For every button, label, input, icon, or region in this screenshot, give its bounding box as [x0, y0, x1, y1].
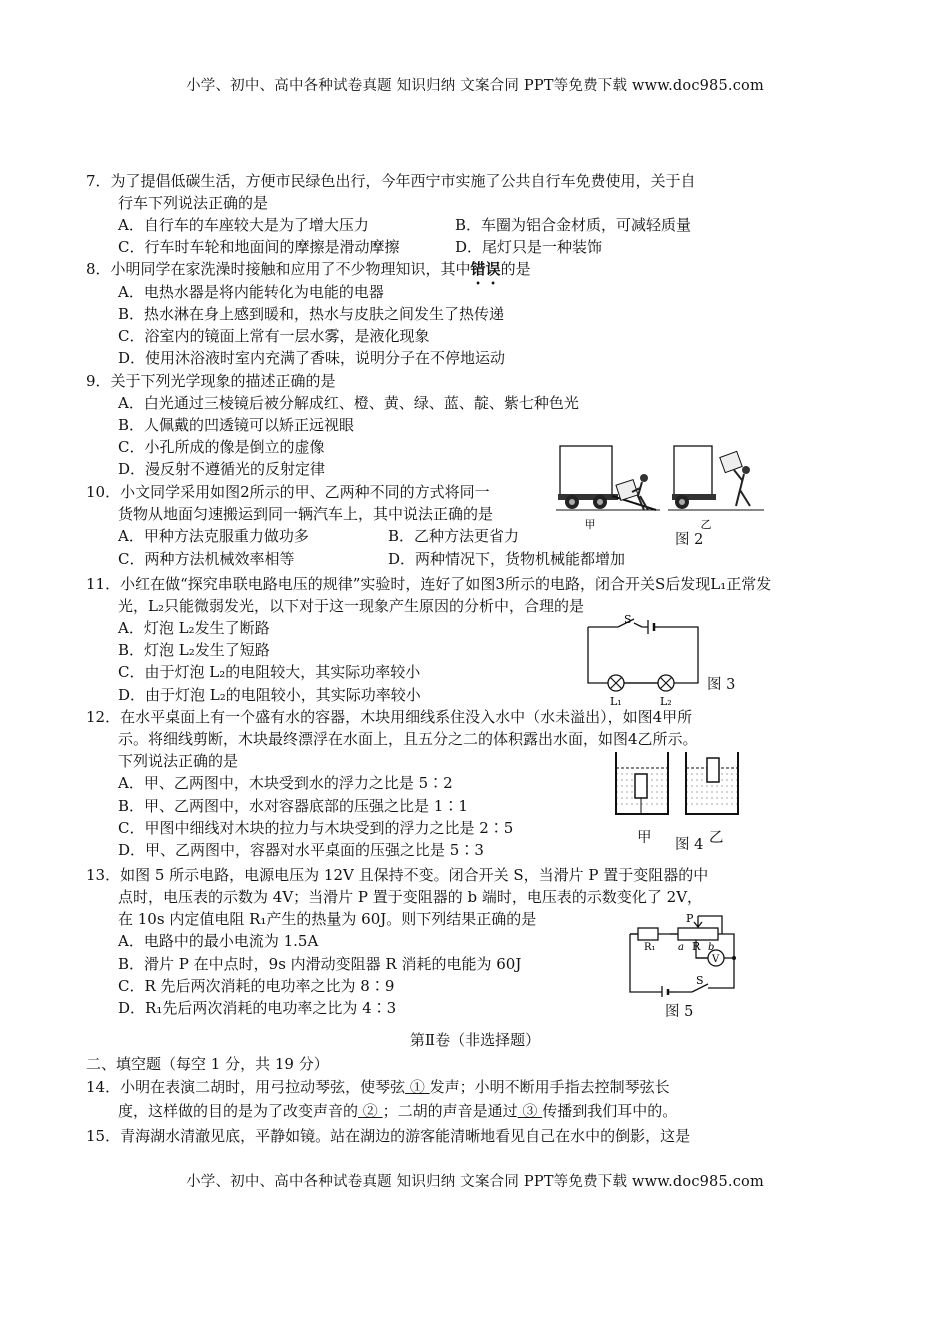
q8-stem [86, 258, 531, 280]
slider-p [694, 916, 702, 927]
person-jia [640, 474, 648, 482]
q14-line1-pre: 14．小明在表演二胡时，用弓拉动琴弦，使琴弦 [86, 1078, 406, 1096]
fig3-l2-label: L₂ [660, 695, 672, 708]
q10-options-row2 [118, 548, 718, 570]
truck-jia-body [560, 446, 612, 496]
fig5-s-label: S [696, 974, 704, 987]
q14-blank-3-label: ③ [522, 1102, 538, 1120]
figure-5-circuit [622, 912, 742, 997]
rheostat-r [678, 928, 718, 940]
wood-block-yi [707, 758, 719, 782]
figure-4-label-yi: 乙 [709, 830, 724, 846]
q8-stem-post: 的是 [500, 260, 531, 278]
fig2-label-yi: 乙 [700, 518, 712, 531]
q11-option-a: A．灯泡 L₂发生了断路 [118, 619, 270, 637]
q14-line2-mid: ；二胡的声音是通过 [382, 1102, 518, 1120]
fig3-switch-label: S [624, 615, 632, 626]
q7-option-d: D．尾灯只是一种装饰 [455, 238, 603, 256]
page-footer: 小学、初中、高中各种试卷真题 知识归纳 文案合同 PPT等免费下载 www.doc985.com [186, 1174, 764, 1190]
q12-stem-line1: 12．在水平桌面上有一个盛有水的容器，木块用细线系住没入水中（水未溢出），如图4甲所 [86, 708, 693, 726]
fig2-label-jia: 甲 [584, 518, 596, 531]
incline-plank [612, 496, 656, 510]
figure-4-caption: 图 4 [675, 837, 704, 853]
q11-stem-line2: 光，L₂只能微弱发光，以下对于这一现象产生原因的分析中，合理的是 [118, 597, 584, 615]
q9-option-b: B．人佩戴的凹透镜可以矫正远视眼 [118, 416, 355, 434]
q8-stem-emphasis: 错误 [470, 260, 501, 278]
fig5-a-label: a [678, 942, 684, 953]
q10-option-b: B．乙种方法更省力 [388, 527, 520, 545]
figure-2-caption: 图 2 [675, 532, 704, 548]
q7-stem-line1: 7．为了提倡低碳生活，方便市民绿色出行，今年西宁市实施了公共自行车免费使用，关于自 [86, 172, 696, 190]
fig5-r-label: R [692, 940, 701, 953]
figure-4-label-jia: 甲 [637, 830, 652, 846]
q7-options-row1 [118, 214, 818, 236]
truck-yi-body [674, 446, 712, 496]
section-fill-blank-title: 二、填空题（每空 1 分，共 19 分） [86, 1055, 329, 1073]
circuit-wires [588, 623, 698, 683]
q11-option-c: C．由于灯泡 L₂的电阻较大，其实际功率较小 [118, 663, 421, 681]
q11-option-b: B．灯泡 L₂发生了短路 [118, 641, 270, 659]
q9-option-d: D．漫反射不遵循光的反射定律 [118, 460, 326, 478]
q11-stem-line1: 11．小红在做“探究串联电路电压的规律”实验时，连好了如图3所示的电路，闭合开关S后发现L₁正常发 [86, 575, 772, 593]
q12-stem-line2: 示。将细线剪断，木块最终漂浮在水面上，且五分之二的体积露出水面，如图4乙所示。 [118, 730, 698, 748]
page-header: 小学、初中、高中各种试卷真题 知识归纳 文案合同 PPT等免费下载 www.doc985.com [186, 78, 764, 94]
q10-stem-line2: 货物从地面匀速搬运到同一辆汽车上，其中说法正确的是 [118, 505, 494, 523]
q12-option-b: B．甲、乙两图中，水对容器底部的压强之比是 1∶1 [118, 797, 468, 815]
q12-option-c: C．甲图中细线对木块的拉力与木块受到的浮力之比是 2∶5 [118, 819, 514, 837]
q7-option-b: B．车圈为铝合金材质，可减轻质量 [455, 216, 692, 234]
q14-line2 [118, 1100, 677, 1122]
q14-blank-3 [518, 1102, 543, 1120]
fig3-l1-label: L₁ [610, 695, 622, 708]
fig5-b-label: b [708, 942, 715, 953]
fig5-r1-label: R₁ [644, 942, 656, 953]
q7-options-row2 [118, 236, 818, 258]
q7-stem-line2: 行车下列说法正确的是 [118, 194, 269, 212]
q13-option-c: C．R 先后两次消耗的电功率之比为 8∶9 [118, 977, 395, 995]
person-yi [742, 466, 750, 474]
fig5-p-label: P [686, 912, 694, 925]
figure-5-caption: 图 5 [665, 1004, 694, 1020]
q9-stem: 9．关于下列光学现象的描述正确的是 [86, 372, 336, 390]
q8-option-d: D．使用沐浴液时室内充满了香味，说明分子在不停地运动 [118, 349, 506, 367]
part2-title: 第Ⅱ卷（非选择题） [409, 1031, 541, 1049]
q9-option-c: C．小孔所成的像是倒立的虚像 [118, 438, 325, 456]
q15-line1: 15．青海湖水清澈见底，平静如镜。站在湖边的游客能清晰地看见自己在水中的倒影，这是 [86, 1127, 691, 1145]
resistor-r1 [638, 928, 658, 940]
q8-option-a: A．电热水器是将内能转化为电能的电器 [118, 283, 384, 301]
q14-blank-2-label: ② [362, 1102, 378, 1120]
q14-blank-1 [405, 1078, 430, 1096]
q10-options-row1 [118, 525, 618, 547]
q8-stem-pre: 8．小明同学在家洗澡时接触和应用了不少物理知识，其中 [86, 260, 471, 278]
wood-block-jia [635, 774, 647, 798]
q10-option-c: C．两种方法机械效率相等 [118, 550, 295, 568]
q14-line2-pre: 度，这样做的目的是为了改变声音的 [118, 1102, 359, 1120]
q13-option-a: A．电路中的最小电流为 1.5A [118, 932, 319, 950]
figure-4-containers [610, 750, 744, 825]
fig5-v-label: V [712, 954, 720, 965]
q14-line1 [86, 1076, 670, 1098]
figure-3-caption: 图 3 [707, 677, 736, 693]
q10-option-a: A．甲种方法克服重力做功多 [118, 527, 309, 545]
q13-option-d: D．R₁先后两次消耗的电功率之比为 4∶3 [118, 999, 397, 1017]
cargo-box-yi [720, 451, 742, 472]
q7-option-c: C．行车时车轮和地面间的摩擦是滑动摩擦 [118, 238, 400, 256]
q10-option-d: D．两种情况下，货物机械能都增加 [388, 550, 626, 568]
q13-stem-line2: 点时，电压表的示数为 4V；当滑片 P 置于变阻器的 b 端时，电压表的示数变化了 2V， [118, 888, 703, 906]
q13-stem-line1: 13．如图 5 所示电路，电源电压为 12V 且保持不变。闭合开关 S，当滑片 P 置于变阻器的中 [86, 866, 709, 884]
q11-option-d: D．由于灯泡 L₂的电阻较小，其实际功率较小 [118, 686, 421, 704]
q10-stem-line1: 10．小文同学采用如图2所示的甲、乙两种不同的方式将同一 [86, 483, 490, 501]
q12-option-d: D．甲、乙两图中，容器对水平桌面的压强之比是 5∶3 [118, 841, 484, 859]
q14-line2-post: 传播到我们耳中的。 [542, 1102, 678, 1120]
q13-stem-line3: 在 10s 内定值电阻 R₁产生的热量为 60J。则下列结果正确的是 [118, 910, 537, 928]
q14-blank-2 [358, 1102, 383, 1120]
q9-option-a: A．白光通过三棱镜后被分解成红、橙、黄、绿、蓝、靛、紫七种色光 [118, 394, 579, 412]
q14-blank-1-label: ① [409, 1078, 425, 1096]
q13-option-b: B．滑片 P 在中点时，9s 内滑动变阻器 R 消耗的电能为 60J [118, 955, 522, 973]
q12-option-a: A．甲、乙两图中，木块受到水的浮力之比是 5∶2 [118, 774, 453, 792]
q8-option-c: C．浴室内的镜面上常有一层水雾，是液化现象 [118, 327, 430, 345]
q7-option-a: A．自行车的车座较大是为了增大压力 [118, 216, 369, 234]
q12-stem-line3: 下列说法正确的是 [118, 752, 239, 770]
figure-3-series-circuit [584, 615, 704, 710]
q8-option-b: B．热水淋在身上感到暖和，热水与皮肤之间发生了热传递 [118, 305, 505, 323]
q14-line1-post: 发声；小明不断用手指去控制琴弦长 [429, 1078, 670, 1096]
